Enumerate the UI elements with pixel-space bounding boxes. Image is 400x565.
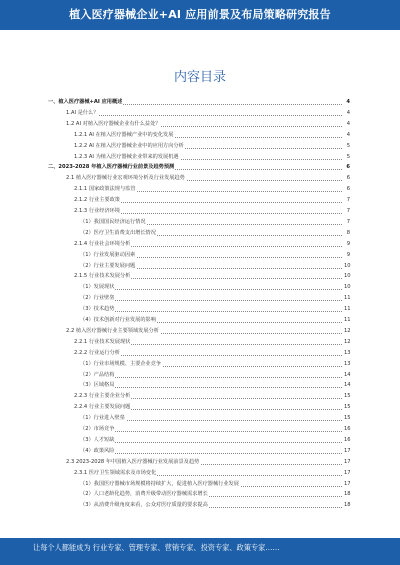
- toc-entry[interactable]: [74, 185, 350, 193]
- toc-leader-dots: [66, 114, 342, 116]
- toc-entry-page: 15: [344, 393, 351, 400]
- toc-entry[interactable]: [74, 196, 350, 204]
- toc-entry-page: 13: [344, 360, 351, 367]
- toc-entry-page: 4: [346, 99, 350, 105]
- toc-entry[interactable]: [66, 109, 350, 117]
- toc-entry-label: 一、植入医疗器械+AI 应用概述: [48, 99, 123, 105]
- toc-entry[interactable]: [74, 142, 350, 150]
- toc-entry-label: 2.1 植入医疗器械行业宏观环境分析及行业发展趋势: [66, 175, 185, 182]
- toc-entry[interactable]: [80, 229, 350, 237]
- toc-entry-page: 17: [344, 447, 351, 454]
- toc-entry-page: 6: [346, 164, 350, 171]
- toc-entry-label: （2）行业主要发展问题: [80, 262, 136, 269]
- toc-entry-page: 17: [344, 469, 351, 476]
- toc-entry-label: （3）人才短缺: [80, 436, 115, 443]
- toc-entry[interactable]: [80, 283, 350, 291]
- toc-entry-page: 7: [346, 218, 350, 225]
- toc-entry[interactable]: [66, 458, 350, 466]
- toc-entry-page: 4: [346, 120, 350, 127]
- toc-entry-page: 8: [346, 229, 350, 236]
- toc-entry-label: 2.2.3 行业主要企业分析: [74, 393, 131, 400]
- toc-entry-page: 4: [346, 109, 350, 116]
- toc-entry[interactable]: [80, 490, 350, 498]
- toc-entry-label: （2）市场竞争: [80, 426, 115, 432]
- toc-entry-label: 2.2 植入医疗器械行业主要领域发展分析: [66, 327, 159, 334]
- footer-slogan: 让每个人都能成为 行业专家、管理专家、营销专家、投资专家、政策专家……: [33, 543, 280, 552]
- toc-entry[interactable]: [74, 349, 350, 357]
- toc-entry-label: （1）行业发展驱动因素: [80, 251, 136, 258]
- toc-entry-page: 16: [344, 426, 351, 432]
- toc-entry-page: 14: [344, 382, 351, 389]
- toc-entry-page: 7: [346, 197, 350, 204]
- toc-entry[interactable]: [74, 338, 350, 346]
- toc-leader-dots: [80, 430, 342, 432]
- toc-entry-page: 12: [344, 327, 351, 334]
- toc-entry-label: （4）技术创新对行业发展的影响: [80, 317, 156, 323]
- toc-entry-label: 2.1.3 行业经济环境: [74, 208, 120, 214]
- toc-entry[interactable]: [48, 98, 350, 106]
- toc-leader-dots: [80, 452, 342, 454]
- toc-entry-label: （1）我国国民经济运行情况: [80, 218, 146, 225]
- toc-entry-label: 1.AI 是什么？: [66, 109, 99, 116]
- toc-entry[interactable]: [74, 131, 350, 139]
- toc-entry-label: 1.2.1 AI 在植入医疗器械产业中的变化发展: [74, 131, 174, 138]
- toc-entry[interactable]: [80, 218, 350, 226]
- toc-entry-page: 5: [346, 142, 350, 149]
- toc-entry-page: 6: [346, 175, 350, 182]
- toc-leader-dots: [80, 441, 342, 443]
- toc-entry[interactable]: [80, 305, 350, 313]
- toc-entry-page: 11: [344, 317, 351, 323]
- toc-entry[interactable]: [80, 447, 350, 455]
- toc-entry-label: （2）产品结构: [80, 371, 115, 378]
- toc-entry-label: 二、2023-2028 年植入医疗器械行业前景及趋势预测: [48, 164, 175, 171]
- toc-entry-label: 2.2.4 行业主要发展问题: [74, 404, 131, 411]
- toc-entry[interactable]: [80, 251, 350, 259]
- toc-entry-label: 2.1.4 行业社会环境分析: [74, 240, 131, 247]
- toc-entry[interactable]: [80, 262, 350, 270]
- toc-entry[interactable]: [80, 381, 350, 389]
- toc-entry-page: 18: [344, 502, 351, 509]
- toc-entry[interactable]: [66, 120, 350, 128]
- toc-entry-page: 12: [344, 338, 351, 345]
- toc-entry[interactable]: [74, 207, 350, 215]
- toc-entry[interactable]: [80, 425, 350, 433]
- toc-entry[interactable]: [80, 501, 350, 509]
- toc-entry-label: 2.2.2 行业运行分析: [74, 349, 120, 356]
- toc-entry-page: 14: [344, 371, 351, 378]
- toc-leader-dots: [80, 288, 342, 290]
- toc-entry-label: （3）技术趋势: [80, 306, 115, 313]
- toc-entry-page: 17: [344, 480, 351, 487]
- toc-entry-page: 15: [344, 404, 351, 411]
- toc-entry-label: 1.2.2 AI 在植入医疗器械企业中的应用方向分析: [74, 142, 184, 149]
- toc-entry-label: 2.1.1 国家政策法规与监管: [74, 186, 136, 193]
- toc-leader-dots: [80, 299, 342, 301]
- toc-entry-page: 7: [346, 208, 350, 214]
- toc-entry[interactable]: [80, 294, 350, 302]
- toc-entry-page: 4: [346, 131, 350, 138]
- toc-entry[interactable]: [80, 436, 350, 444]
- toc-entry-label: （2）行业壁垒: [80, 295, 115, 302]
- toc-entry[interactable]: [80, 360, 350, 368]
- toc-entry[interactable]: [80, 480, 350, 488]
- toc-entry-label: （2）医疗卫生消费支出增长情况: [80, 229, 156, 236]
- toc-entry-page: 15: [344, 415, 351, 422]
- toc-entry-label: （3）区域格局: [80, 382, 115, 389]
- toc-entry-page: 11: [344, 306, 351, 313]
- toc-entry[interactable]: [66, 327, 350, 335]
- toc-entry-label: 2.3.1 医疗卫生领域需求及市场变化: [74, 469, 157, 476]
- toc-entry-label: 2.3 2023-2028 年中国植入医疗器械行业发展前景及趋势: [66, 458, 200, 465]
- toc-entry[interactable]: [48, 163, 350, 171]
- toc-entry[interactable]: [74, 153, 350, 161]
- toc-entry-page: 16: [344, 436, 351, 443]
- toc-entry-page: 9: [346, 251, 350, 258]
- toc-leader-dots: [80, 310, 342, 312]
- toc-entry-label: （1）行业市场规模、主要企业竞争: [80, 360, 162, 367]
- toc-entry[interactable]: [74, 403, 350, 411]
- toc-entry[interactable]: [74, 469, 350, 477]
- toc-heading: 内容目录: [173, 70, 226, 85]
- toc-entry-label: 2.1.5 行业技术发展分析: [74, 273, 131, 280]
- toc-entry-label: （1）我国医疗器械市场规模将持续扩大，促进植入医疗器械行业发展: [80, 480, 239, 487]
- toc-entry[interactable]: [74, 240, 350, 248]
- toc-entry[interactable]: [66, 174, 350, 182]
- toc-entry-label: 1.2.3 AI 为植入医疗器械企业带来的发展机遇: [74, 153, 179, 160]
- toc-entry-page: 13: [344, 349, 351, 356]
- toc-leader-dots: [80, 376, 342, 378]
- toc-entry-page: 9: [346, 240, 350, 247]
- toc-entry-label: 2.1.2 行业主要政策: [74, 197, 120, 204]
- toc-entry[interactable]: [74, 392, 350, 400]
- toc-entry-page: 10: [344, 284, 351, 291]
- toc-entry-label: 2.2.1 行业技术发展现状: [74, 338, 131, 345]
- toc-entry-page: 10: [344, 273, 351, 280]
- toc-leader-dots: [80, 386, 342, 388]
- toc-entry-page: 5: [346, 153, 350, 160]
- toc-entry-label: （1）行业进入壁垒: [80, 415, 125, 422]
- toc-entry-page: 18: [344, 491, 351, 498]
- toc-entry-page: 10: [344, 262, 351, 269]
- toc-entry-label: （3）从消费升级角度来看，公众对医疗质量的要求提高: [80, 502, 208, 509]
- toc-entry-label: （1）发展现状: [80, 284, 115, 291]
- toc-entry-page: 11: [344, 295, 351, 302]
- toc-entry-label: （2）人口老龄化趋势，消费升级带动医疗器械需求增长: [80, 491, 208, 498]
- toc-entry-page: 6: [346, 186, 350, 193]
- toc-entry[interactable]: [74, 272, 350, 280]
- report-title: 植入医疗器械企业+AI 应用前景及布局策略研究报告: [69, 8, 331, 21]
- toc-entry-label: （4）政策风险: [80, 447, 115, 454]
- toc-entry[interactable]: [80, 414, 350, 422]
- toc-entry[interactable]: [80, 371, 350, 379]
- toc-entry-label: 1.2 AI 对植入医疗器械企业有什么益处？: [66, 120, 161, 127]
- toc-entry[interactable]: [80, 316, 350, 324]
- toc-entry-page: 17: [344, 458, 351, 465]
